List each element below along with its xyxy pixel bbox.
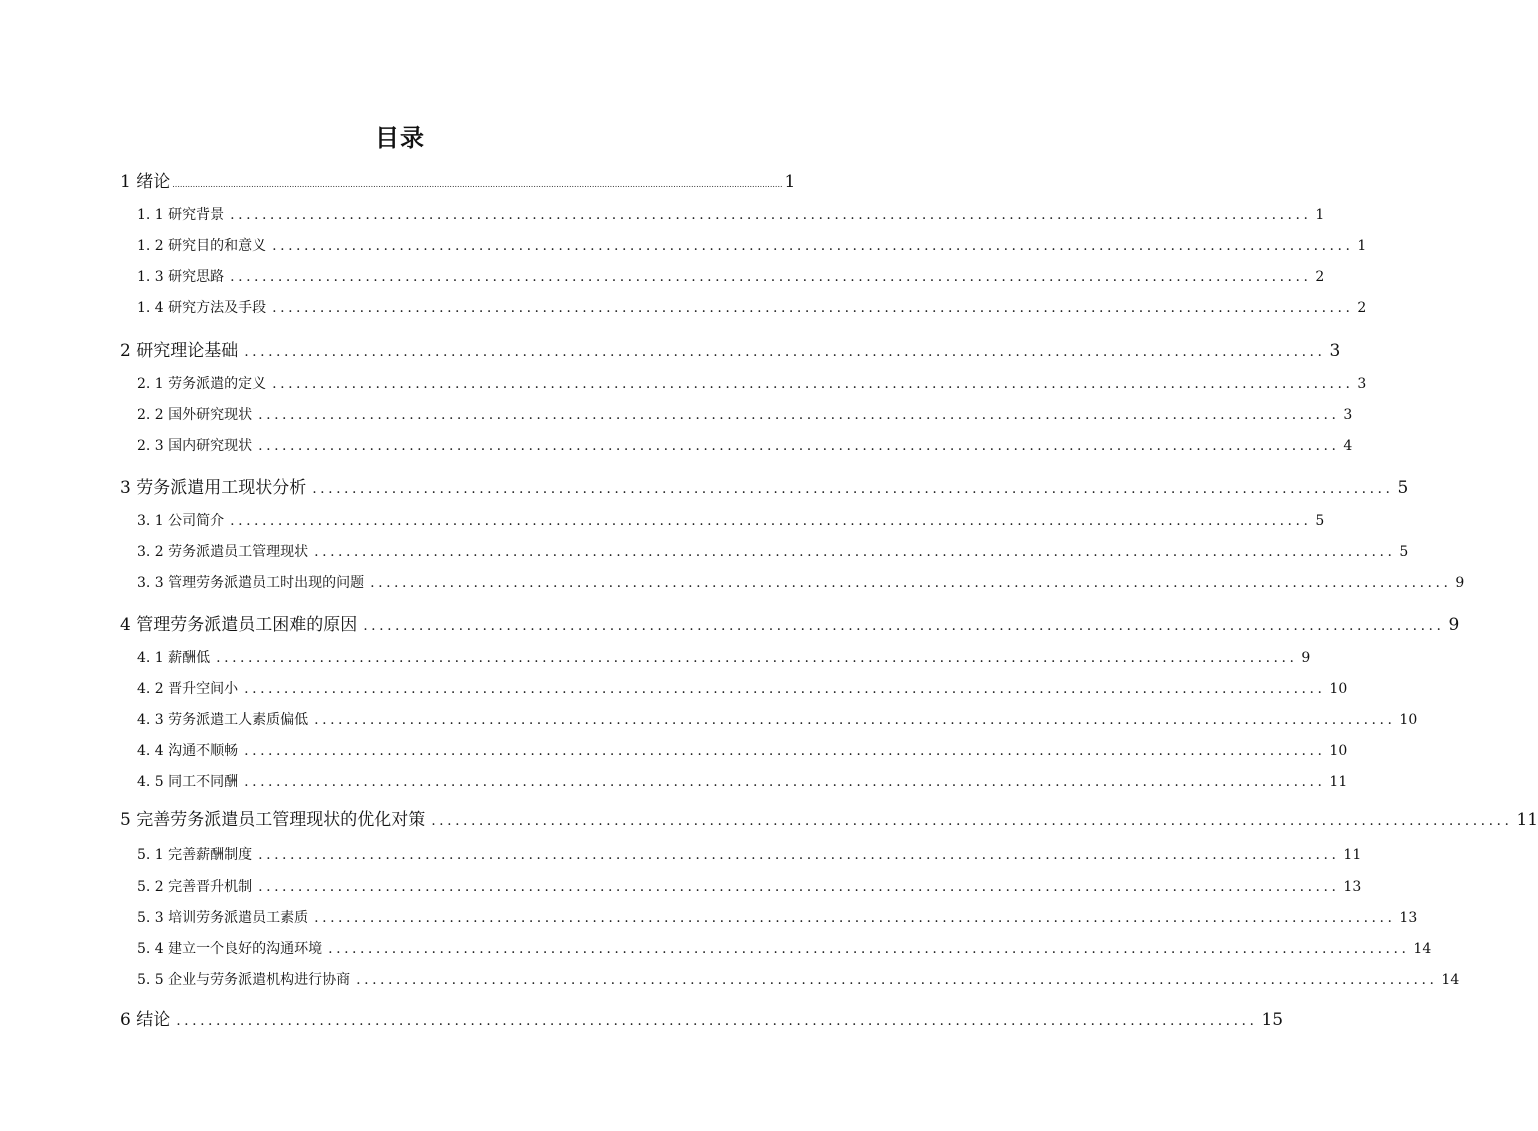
toc-entry-2-3[interactable]	[137, 435, 1353, 455]
toc-entry-page: 9	[1455, 575, 1465, 591]
toc-entry-page: 1	[1357, 238, 1367, 254]
toc-entry-label: 5. 5 企业与劳务派遣机构进行协商	[137, 972, 351, 988]
toc-entry-label: 2. 1 劳务派遣的定义	[137, 376, 267, 392]
toc-entry-3-3[interactable]	[137, 572, 1465, 592]
toc-entry-chapter-3[interactable]	[120, 473, 1409, 498]
toc-entry-page: 5	[1397, 478, 1409, 498]
dot-leader: ........................................................................................................................................	[314, 910, 1396, 926]
toc-entry-3-1[interactable]	[137, 510, 1325, 530]
toc-entry-5-4[interactable]	[137, 938, 1432, 958]
dot-leader: ........................................................................................................................................	[216, 650, 1298, 666]
toc-entry-page: 11	[1343, 847, 1362, 863]
toc-entry-page: 10	[1399, 712, 1418, 728]
dot-leader: ........................................................................................................................................	[244, 681, 1326, 697]
toc-entry-1-1[interactable]	[137, 204, 1325, 224]
toc-entry-chapter-2[interactable]	[120, 336, 1341, 361]
dot-leader: ........................................................................................................................................	[244, 743, 1326, 759]
toc-entry-label: 4 管理劳务派遣员工困难的原因	[120, 615, 358, 635]
toc-entry-page: 3	[1343, 407, 1353, 423]
toc-entry-label: 1. 1 研究背景	[137, 207, 225, 223]
toc-entry-label: 1. 4 研究方法及手段	[137, 300, 267, 316]
toc-entry-label: 2 研究理论基础	[120, 341, 239, 361]
toc-entry-label: 1 绪论	[120, 172, 171, 192]
toc-entry-page: 14	[1413, 941, 1432, 957]
toc-entry-1-3[interactable]	[137, 266, 1325, 286]
dot-leader: ........................................................................................................................................	[244, 344, 1326, 360]
toc-entry-page: 3	[1357, 376, 1367, 392]
dot-leader: ........................................................................................................................................	[230, 207, 1312, 223]
dot-leader: ........................................................................................................................................	[328, 941, 1410, 957]
toc-entry-page: 5	[1315, 513, 1325, 529]
toc-entry-label: 5. 3 培训劳务派遣员工素质	[137, 910, 309, 926]
toc-entry-page: 5	[1399, 544, 1409, 560]
toc-entry-2-2[interactable]	[137, 404, 1353, 424]
toc-entry-chapter-6[interactable]	[120, 1005, 1284, 1030]
toc-entry-5-1[interactable]	[137, 844, 1362, 864]
toc-entry-label: 2. 3 国内研究现状	[137, 438, 253, 454]
toc-entry-4-2[interactable]	[137, 678, 1348, 698]
toc-entry-1-4[interactable]	[137, 297, 1367, 317]
page-title: 目录	[375, 124, 425, 152]
toc-entry-chapter-1[interactable]	[120, 167, 796, 192]
dot-leader: ........................................................................................................................................	[431, 813, 1513, 829]
dot-leader: ........................................................................................................................................	[314, 544, 1396, 560]
dot-leader: ........................................................................................................................................	[272, 238, 1354, 254]
toc-entry-chapter-4[interactable]	[120, 610, 1460, 635]
toc-entry-page: 2	[1315, 269, 1325, 285]
dot-leader: ........................................................................................................................................	[230, 513, 1312, 529]
dot-leader: ................................................................................................................................................................................................................................................	[172, 180, 783, 189]
toc-entry-5-3[interactable]	[137, 907, 1418, 927]
toc-entry-page: 11	[1329, 774, 1348, 790]
toc-entry-3-2[interactable]	[137, 541, 1409, 561]
dot-leader: ........................................................................................................................................	[314, 712, 1396, 728]
toc-entry-label: 1. 2 研究目的和意义	[137, 238, 267, 254]
toc-entry-label: 1. 3 研究思路	[137, 269, 225, 285]
toc-entry-label: 6 结论	[120, 1010, 171, 1030]
dot-leader: ........................................................................................................................................	[356, 972, 1438, 988]
toc-entry-4-1[interactable]	[137, 647, 1311, 667]
toc-entry-label: 2. 2 国外研究现状	[137, 407, 253, 423]
toc-entry-label: 5. 4 建立一个良好的沟通环境	[137, 941, 323, 957]
toc-entry-page: 11	[1516, 810, 1538, 830]
toc-entry-page: 9	[1301, 650, 1311, 666]
dot-leader: ........................................................................................................................................	[258, 879, 1340, 895]
toc-entry-page: 13	[1399, 910, 1418, 926]
dot-leader: ........................................................................................................................................	[258, 438, 1340, 454]
toc-entry-5-5[interactable]	[137, 969, 1460, 989]
toc-entry-label: 4. 5 同工不同酬	[137, 774, 239, 790]
toc-entry-page: 3	[1329, 341, 1341, 361]
toc-entry-page: 10	[1329, 681, 1348, 697]
dot-leader: ........................................................................................................................................	[272, 376, 1354, 392]
dot-leader: ........................................................................................................................................	[312, 481, 1394, 497]
toc-entry-label: 3. 2 劳务派遣员工管理现状	[137, 544, 309, 560]
toc-entry-page: 4	[1343, 438, 1353, 454]
toc-entry-4-5[interactable]	[137, 771, 1348, 791]
dot-leader: ........................................................................................................................................	[176, 1013, 1258, 1029]
toc-entry-page: 15	[1261, 1010, 1284, 1030]
toc-entry-chapter-5[interactable]	[120, 805, 1538, 830]
toc-entry-label: 4. 3 劳务派遣工人素质偏低	[137, 712, 309, 728]
toc-entry-4-4[interactable]	[137, 740, 1348, 760]
toc-entry-label: 5. 2 完善晋升机制	[137, 879, 253, 895]
toc-entry-4-3[interactable]	[137, 709, 1418, 729]
toc-entry-page: 10	[1329, 743, 1348, 759]
dot-leader: ........................................................................................................................................	[272, 300, 1354, 316]
toc-entry-page: 13	[1343, 879, 1362, 895]
toc-entry-label: 4. 2 晋升空间小	[137, 681, 239, 697]
toc-entry-label: 5. 1 完善薪酬制度	[137, 847, 253, 863]
toc-entry-label: 4. 4 沟通不顺畅	[137, 743, 239, 759]
toc-entry-1-2[interactable]	[137, 235, 1367, 255]
dot-leader: ........................................................................................................................................	[258, 847, 1340, 863]
toc-entry-page: 14	[1441, 972, 1460, 988]
toc-entry-label: 3. 3 管理劳务派遣员工时出现的问题	[137, 575, 365, 591]
toc-entry-2-1[interactable]	[137, 373, 1367, 393]
toc-entry-label: 4. 1 薪酬低	[137, 650, 211, 666]
dot-leader: ........................................................................................................................................	[370, 575, 1452, 591]
toc-entry-label: 3. 1 公司简介	[137, 513, 225, 529]
dot-leader: ........................................................................................................................................	[244, 774, 1326, 790]
toc-entry-label: 5 完善劳务派遣员工管理现状的优化对策	[120, 810, 426, 830]
toc-entry-page: 1	[1315, 207, 1325, 223]
toc-entry-page: 9	[1448, 615, 1460, 635]
dot-leader: ........................................................................................................................................	[258, 407, 1340, 423]
dot-leader: ........................................................................................................................................	[230, 269, 1312, 285]
toc-entry-page: 1	[784, 172, 796, 192]
dot-leader: ........................................................................................................................................	[363, 618, 1445, 634]
toc-entry-label: 3 劳务派遣用工现状分析	[120, 478, 307, 498]
toc-entry-page: 2	[1357, 300, 1367, 316]
toc-entry-5-2[interactable]	[137, 876, 1362, 896]
